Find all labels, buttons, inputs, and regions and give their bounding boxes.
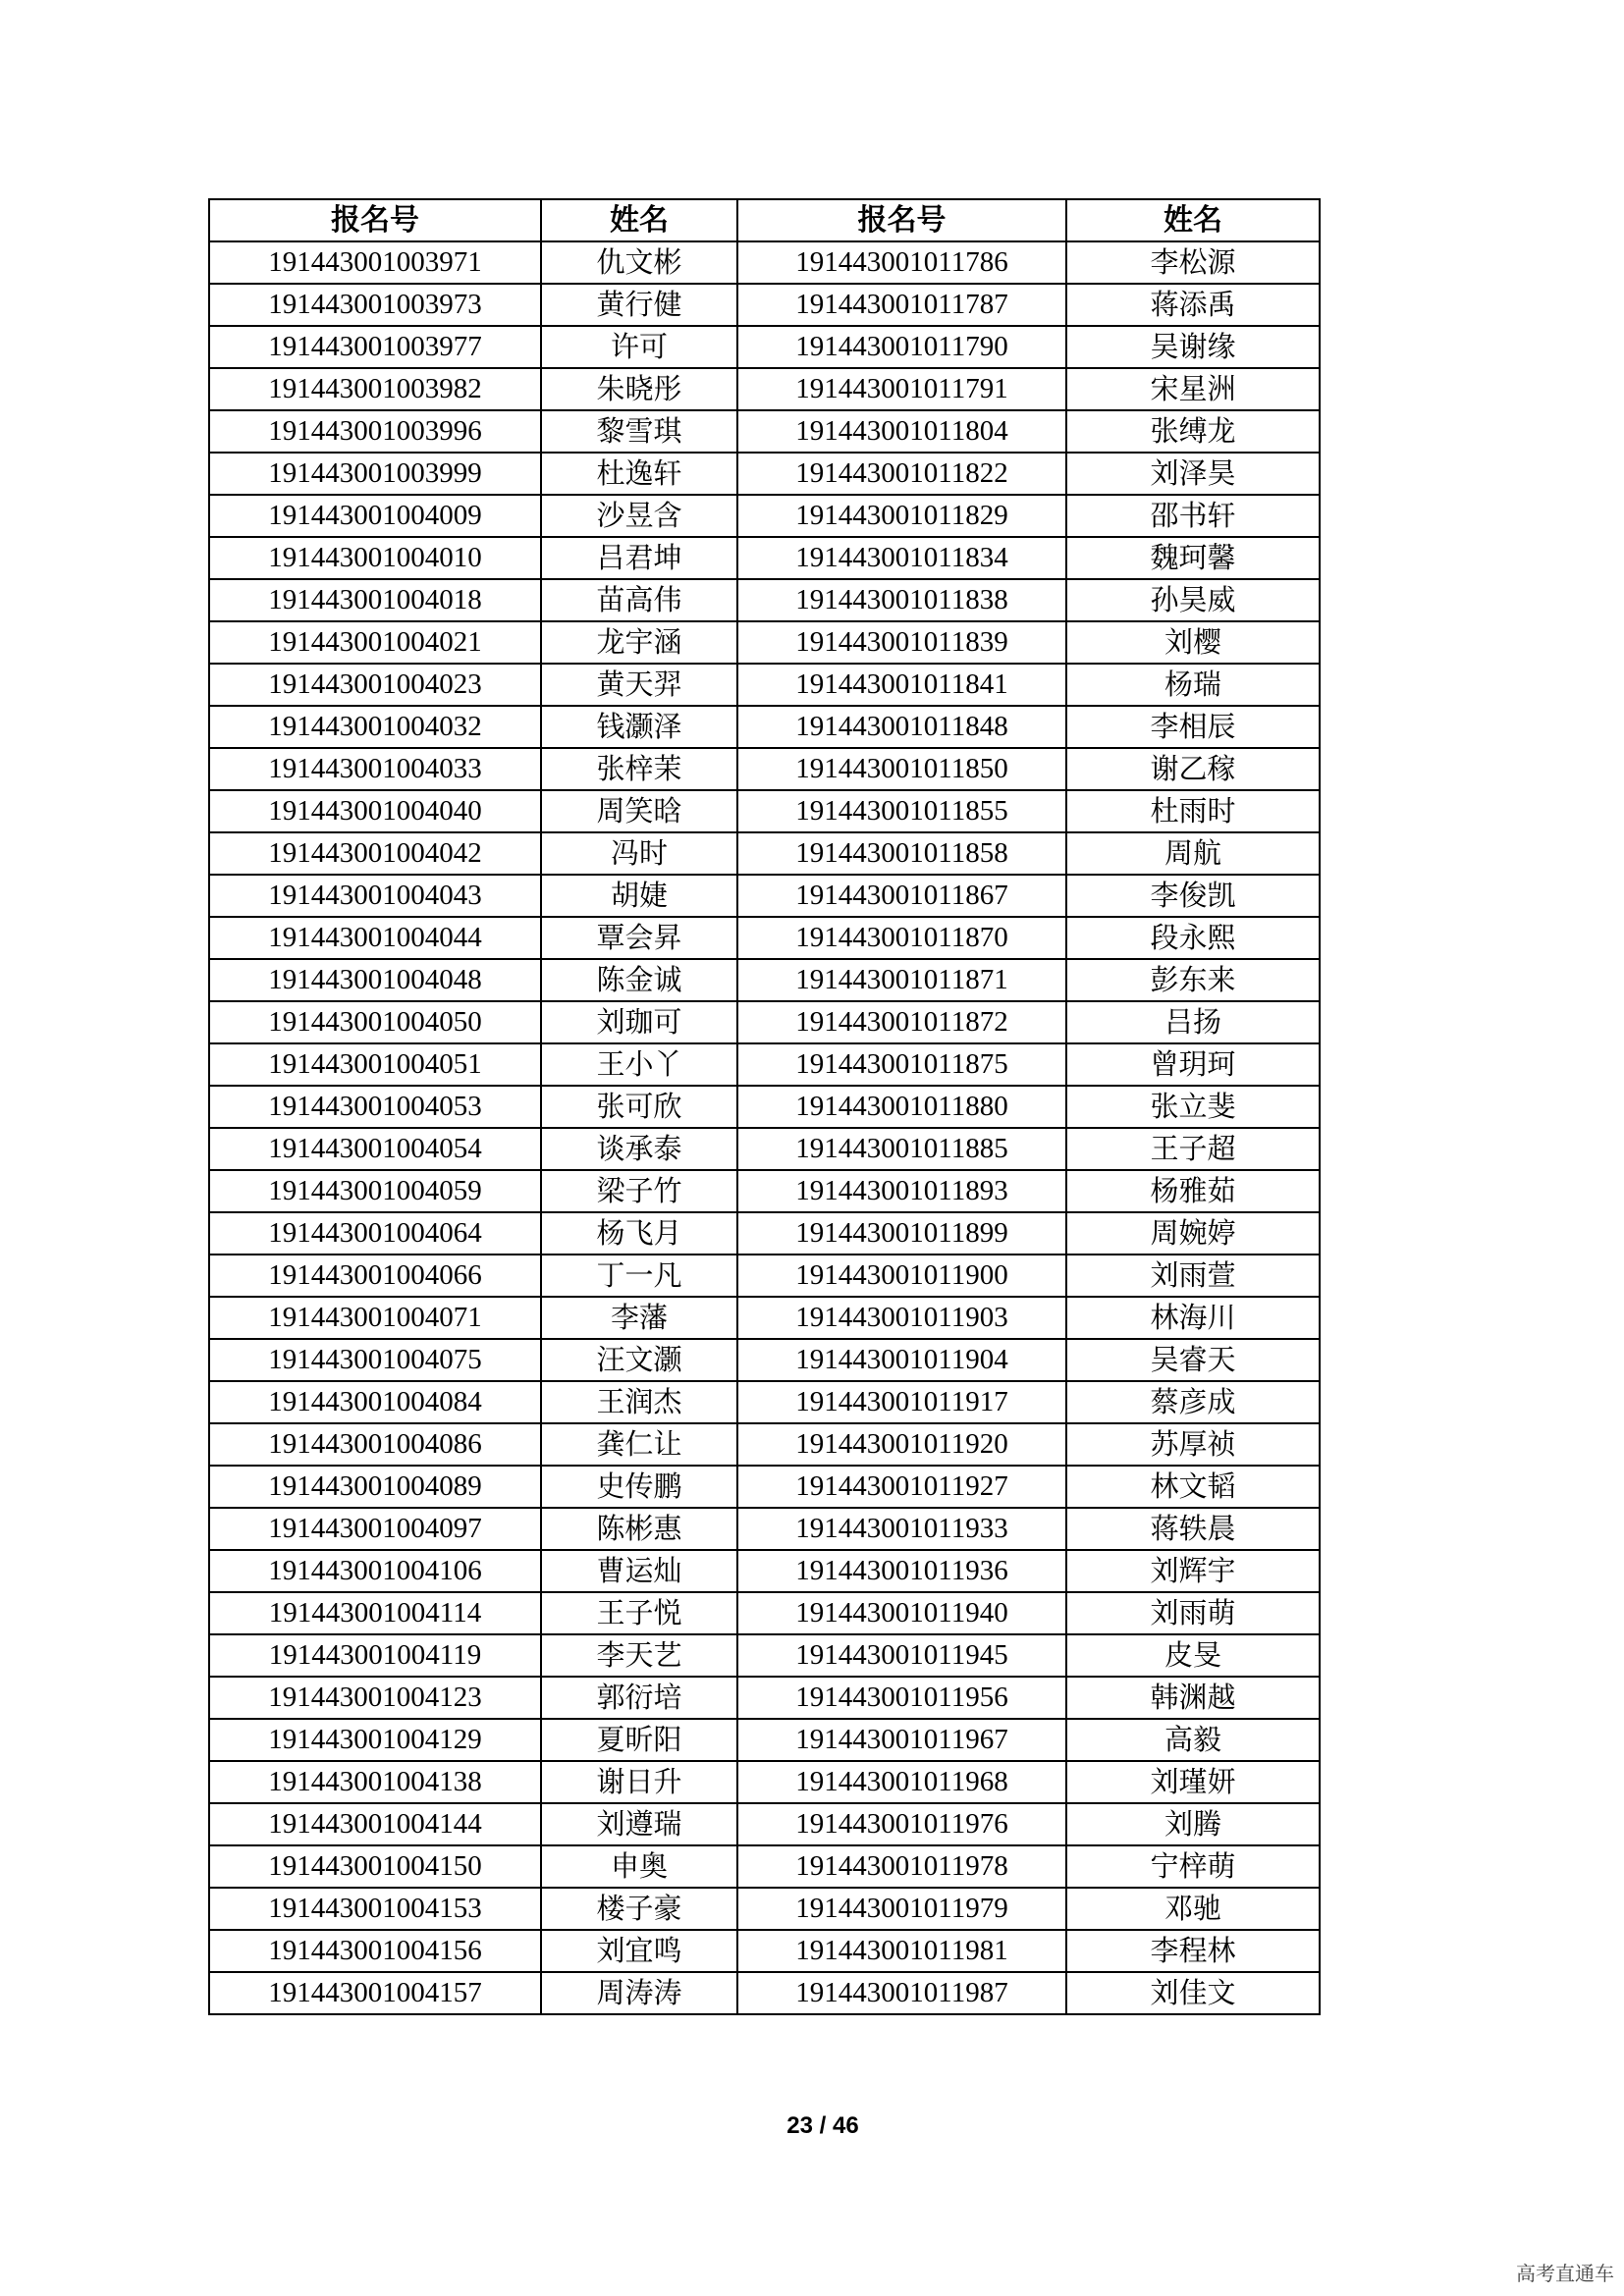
table-row xyxy=(209,1466,1320,1508)
table-row xyxy=(209,875,1320,917)
registration-number-cell: 191443001004156 xyxy=(209,1930,541,1972)
name-cell: 韩渊越 xyxy=(1066,1677,1320,1719)
registration-number-cell: 191443001011867 xyxy=(737,875,1066,917)
registration-number-cell: 191443001004106 xyxy=(209,1550,541,1592)
registration-number-cell: 191443001011875 xyxy=(737,1043,1066,1086)
table-row xyxy=(209,1001,1320,1043)
registration-number-cell: 191443001011834 xyxy=(737,537,1066,579)
registration-number-cell: 191443001011903 xyxy=(737,1297,1066,1339)
table-row xyxy=(209,706,1320,748)
table-row xyxy=(209,1255,1320,1297)
registration-number-cell: 191443001004138 xyxy=(209,1761,541,1803)
registration-number-cell: 191443001003982 xyxy=(209,368,541,410)
registration-number-cell: 191443001011880 xyxy=(737,1086,1066,1128)
name-cell: 谢乙稼 xyxy=(1066,748,1320,790)
table-row xyxy=(209,664,1320,706)
table-row xyxy=(209,621,1320,664)
name-cell: 吴睿天 xyxy=(1066,1339,1320,1381)
name-cell: 杜逸轩 xyxy=(541,453,737,495)
registration-number-cell: 191443001004021 xyxy=(209,621,541,664)
header-registration-number-1: 报名号 xyxy=(209,199,541,241)
registration-number-cell: 191443001011933 xyxy=(737,1508,1066,1550)
name-cell: 冯时 xyxy=(541,832,737,875)
table-row xyxy=(209,326,1320,368)
registration-number-cell: 191443001011945 xyxy=(737,1634,1066,1677)
name-cell: 蔡彦成 xyxy=(1066,1381,1320,1423)
name-cell: 谈承泰 xyxy=(541,1128,737,1170)
registration-number-cell: 191443001011829 xyxy=(737,495,1066,537)
name-cell: 谢日升 xyxy=(541,1761,737,1803)
table-row xyxy=(209,1086,1320,1128)
table-row xyxy=(209,832,1320,875)
name-cell: 刘雨萱 xyxy=(1066,1255,1320,1297)
name-cell: 胡婕 xyxy=(541,875,737,917)
name-cell: 皮旻 xyxy=(1066,1634,1320,1677)
name-cell: 蒋轶晨 xyxy=(1066,1508,1320,1550)
name-cell: 宁梓萌 xyxy=(1066,1845,1320,1888)
registration-number-cell: 191443001004053 xyxy=(209,1086,541,1128)
name-cell: 王子悦 xyxy=(541,1592,737,1634)
registration-number-cell: 191443001011841 xyxy=(737,664,1066,706)
name-cell: 李天艺 xyxy=(541,1634,737,1677)
name-cell: 段永熙 xyxy=(1066,917,1320,959)
header-name-1: 姓名 xyxy=(541,199,737,241)
name-cell: 覃会昇 xyxy=(541,917,737,959)
registration-number-cell: 191443001004123 xyxy=(209,1677,541,1719)
registration-number-cell: 191443001004089 xyxy=(209,1466,541,1508)
name-cell: 史传鹏 xyxy=(541,1466,737,1508)
name-cell: 丁一凡 xyxy=(541,1255,737,1297)
registration-number-cell: 191443001011936 xyxy=(737,1550,1066,1592)
name-cell: 邓驰 xyxy=(1066,1888,1320,1930)
table-row xyxy=(209,1719,1320,1761)
registration-number-cell: 191443001011839 xyxy=(737,621,1066,664)
name-cell: 沙昱含 xyxy=(541,495,737,537)
table-row xyxy=(209,1845,1320,1888)
name-cell: 周涛涛 xyxy=(541,1972,737,2014)
name-cell: 周婉婷 xyxy=(1066,1212,1320,1255)
table-row xyxy=(209,1423,1320,1466)
name-cell: 李相辰 xyxy=(1066,706,1320,748)
registration-number-cell: 191443001004042 xyxy=(209,832,541,875)
registration-number-cell: 191443001011850 xyxy=(737,748,1066,790)
registration-number-cell: 191443001011956 xyxy=(737,1677,1066,1719)
registration-number-cell: 191443001011791 xyxy=(737,368,1066,410)
registration-number-cell: 191443001004064 xyxy=(209,1212,541,1255)
name-cell: 郭衍培 xyxy=(541,1677,737,1719)
name-cell: 陈彬惠 xyxy=(541,1508,737,1550)
table-row xyxy=(209,1592,1320,1634)
registration-number-cell: 191443001004023 xyxy=(209,664,541,706)
name-cell: 黄行健 xyxy=(541,284,737,326)
table-row xyxy=(209,410,1320,453)
registration-number-cell: 191443001011968 xyxy=(737,1761,1066,1803)
name-cell: 魏珂馨 xyxy=(1066,537,1320,579)
registration-number-cell: 191443001004144 xyxy=(209,1803,541,1845)
name-cell: 吕君坤 xyxy=(541,537,737,579)
registration-number-cell: 191443001011981 xyxy=(737,1930,1066,1972)
table-row xyxy=(209,368,1320,410)
registration-number-cell: 191443001004050 xyxy=(209,1001,541,1043)
registration-number-cell: 191443001004051 xyxy=(209,1043,541,1086)
table-row xyxy=(209,1043,1320,1086)
table-row xyxy=(209,1212,1320,1255)
name-cell: 李藩 xyxy=(541,1297,737,1339)
name-cell: 吴谢缘 xyxy=(1066,326,1320,368)
registration-number-cell: 191443001011858 xyxy=(737,832,1066,875)
table-row xyxy=(209,1550,1320,1592)
registration-number-cell: 191443001003977 xyxy=(209,326,541,368)
name-cell: 周笑晗 xyxy=(541,790,737,832)
roster-table xyxy=(208,198,1321,2015)
registration-number-cell: 191443001004150 xyxy=(209,1845,541,1888)
registration-number-cell: 191443001011848 xyxy=(737,706,1066,748)
registration-number-cell: 191443001011893 xyxy=(737,1170,1066,1212)
registration-number-cell: 191443001004032 xyxy=(209,706,541,748)
name-cell: 张可欣 xyxy=(541,1086,737,1128)
header-registration-number-2: 报名号 xyxy=(737,199,1066,241)
name-cell: 李松源 xyxy=(1066,241,1320,284)
table-row xyxy=(209,579,1320,621)
name-cell: 曹运灿 xyxy=(541,1550,737,1592)
table-body xyxy=(209,241,1320,2014)
page-number: 23 / 46 xyxy=(786,2112,859,2139)
registration-number-cell: 191443001011787 xyxy=(737,284,1066,326)
name-cell: 刘宜鸣 xyxy=(541,1930,737,1972)
name-cell: 钱灏泽 xyxy=(541,706,737,748)
registration-number-cell: 191443001011838 xyxy=(737,579,1066,621)
table-row xyxy=(209,917,1320,959)
registration-number-cell: 191443001011967 xyxy=(737,1719,1066,1761)
registration-number-cell: 191443001011904 xyxy=(737,1339,1066,1381)
name-cell: 张梓茉 xyxy=(541,748,737,790)
registration-number-cell: 191443001011870 xyxy=(737,917,1066,959)
registration-number-cell: 191443001011855 xyxy=(737,790,1066,832)
registration-number-cell: 191443001011790 xyxy=(737,326,1066,368)
registration-number-cell: 191443001004084 xyxy=(209,1381,541,1423)
registration-number-cell: 191443001004044 xyxy=(209,917,541,959)
name-cell: 刘雨萌 xyxy=(1066,1592,1320,1634)
registration-number-cell: 191443001004040 xyxy=(209,790,541,832)
registration-number-cell: 191443001011976 xyxy=(737,1803,1066,1845)
header-name-2: 姓名 xyxy=(1066,199,1320,241)
table-row xyxy=(209,1508,1320,1550)
name-cell: 王小丫 xyxy=(541,1043,737,1086)
name-cell: 杨雅茹 xyxy=(1066,1170,1320,1212)
table-row xyxy=(209,1381,1320,1423)
name-cell: 周航 xyxy=(1066,832,1320,875)
table-row xyxy=(209,537,1320,579)
registration-number-cell: 191443001004086 xyxy=(209,1423,541,1466)
registration-number-cell: 191443001011786 xyxy=(737,241,1066,284)
name-cell: 夏昕阳 xyxy=(541,1719,737,1761)
name-cell: 刘瑾妍 xyxy=(1066,1761,1320,1803)
name-cell: 孙昊威 xyxy=(1066,579,1320,621)
name-cell: 李程林 xyxy=(1066,1930,1320,1972)
registration-number-cell: 191443001004129 xyxy=(209,1719,541,1761)
registration-number-cell: 191443001011920 xyxy=(737,1423,1066,1466)
name-cell: 朱晓彤 xyxy=(541,368,737,410)
name-cell: 杨飞月 xyxy=(541,1212,737,1255)
registration-number-cell: 191443001004119 xyxy=(209,1634,541,1677)
registration-number-cell: 191443001004153 xyxy=(209,1888,541,1930)
name-cell: 杨瑞 xyxy=(1066,664,1320,706)
name-cell: 林海川 xyxy=(1066,1297,1320,1339)
table-row xyxy=(209,1128,1320,1170)
table-row xyxy=(209,1761,1320,1803)
registration-number-cell: 191443001004009 xyxy=(209,495,541,537)
name-cell: 林文韬 xyxy=(1066,1466,1320,1508)
registration-number-cell: 191443001003973 xyxy=(209,284,541,326)
name-cell: 陈金诚 xyxy=(541,959,737,1001)
table-row xyxy=(209,1170,1320,1212)
name-cell: 张缚龙 xyxy=(1066,410,1320,453)
registration-number-cell: 191443001011822 xyxy=(737,453,1066,495)
registration-number-cell: 191443001011899 xyxy=(737,1212,1066,1255)
table-row xyxy=(209,1634,1320,1677)
table-row xyxy=(209,453,1320,495)
registration-number-cell: 191443001004059 xyxy=(209,1170,541,1212)
name-cell: 黄天羿 xyxy=(541,664,737,706)
registration-number-cell: 191443001011978 xyxy=(737,1845,1066,1888)
name-cell: 刘腾 xyxy=(1066,1803,1320,1845)
table-row xyxy=(209,284,1320,326)
name-cell: 王子超 xyxy=(1066,1128,1320,1170)
registration-number-cell: 191443001004075 xyxy=(209,1339,541,1381)
name-cell: 黎雪琪 xyxy=(541,410,737,453)
name-cell: 龙宇涵 xyxy=(541,621,737,664)
name-cell: 梁子竹 xyxy=(541,1170,737,1212)
name-cell: 邵书轩 xyxy=(1066,495,1320,537)
table-row xyxy=(209,1803,1320,1845)
name-cell: 许可 xyxy=(541,326,737,368)
table-row xyxy=(209,241,1320,284)
registration-number-cell: 191443001004157 xyxy=(209,1972,541,2014)
table-row xyxy=(209,1888,1320,1930)
name-cell: 刘佳文 xyxy=(1066,1972,1320,2014)
name-cell: 高毅 xyxy=(1066,1719,1320,1761)
registration-number-cell: 191443001004048 xyxy=(209,959,541,1001)
registration-number-cell: 191443001004097 xyxy=(209,1508,541,1550)
name-cell: 刘珈可 xyxy=(541,1001,737,1043)
name-cell: 宋星洲 xyxy=(1066,368,1320,410)
name-cell: 王润杰 xyxy=(541,1381,737,1423)
name-cell: 张立斐 xyxy=(1066,1086,1320,1128)
name-cell: 杜雨时 xyxy=(1066,790,1320,832)
registration-number-cell: 191443001004066 xyxy=(209,1255,541,1297)
registration-number-cell: 191443001011885 xyxy=(737,1128,1066,1170)
table-row xyxy=(209,495,1320,537)
registration-number-cell: 191443001003999 xyxy=(209,453,541,495)
registration-number-cell: 191443001011872 xyxy=(737,1001,1066,1043)
registration-number-cell: 191443001011940 xyxy=(737,1592,1066,1634)
registration-number-cell: 191443001004018 xyxy=(209,579,541,621)
table-row xyxy=(209,1972,1320,2014)
registration-number-cell: 191443001011979 xyxy=(737,1888,1066,1930)
registration-number-cell: 191443001011900 xyxy=(737,1255,1066,1297)
name-cell: 曾玥珂 xyxy=(1066,1043,1320,1086)
name-cell: 苗高伟 xyxy=(541,579,737,621)
registration-number-cell: 191443001011804 xyxy=(737,410,1066,453)
registration-number-cell: 191443001004071 xyxy=(209,1297,541,1339)
registration-number-cell: 191443001004010 xyxy=(209,537,541,579)
table-header-row xyxy=(209,199,1320,241)
table-row xyxy=(209,748,1320,790)
registration-number-cell: 191443001003996 xyxy=(209,410,541,453)
name-cell: 蒋添禹 xyxy=(1066,284,1320,326)
table-row xyxy=(209,959,1320,1001)
name-cell: 龚仁让 xyxy=(541,1423,737,1466)
table-row xyxy=(209,1297,1320,1339)
table-row xyxy=(209,1930,1320,1972)
watermark-text: 高考直通车 xyxy=(1516,2262,1614,2285)
name-cell: 仇文彬 xyxy=(541,241,737,284)
name-cell: 刘遵瑞 xyxy=(541,1803,737,1845)
registration-number-cell: 191443001004043 xyxy=(209,875,541,917)
registration-number-cell: 191443001004054 xyxy=(209,1128,541,1170)
name-cell: 刘辉宇 xyxy=(1066,1550,1320,1592)
name-cell: 吕扬 xyxy=(1066,1001,1320,1043)
table-row xyxy=(209,1677,1320,1719)
table-row xyxy=(209,790,1320,832)
registration-number-cell: 191443001011917 xyxy=(737,1381,1066,1423)
registration-number-cell: 191443001011871 xyxy=(737,959,1066,1001)
registration-number-cell: 191443001011927 xyxy=(737,1466,1066,1508)
name-cell: 汪文灏 xyxy=(541,1339,737,1381)
registration-number-cell: 191443001003971 xyxy=(209,241,541,284)
name-cell: 楼子豪 xyxy=(541,1888,737,1930)
name-cell: 申奥 xyxy=(541,1845,737,1888)
name-cell: 苏厚祯 xyxy=(1066,1423,1320,1466)
name-cell: 李俊凯 xyxy=(1066,875,1320,917)
registration-number-cell: 191443001004114 xyxy=(209,1592,541,1634)
name-cell: 刘泽昊 xyxy=(1066,453,1320,495)
registration-number-cell: 191443001004033 xyxy=(209,748,541,790)
name-cell: 彭东来 xyxy=(1066,959,1320,1001)
registration-number-cell: 191443001011987 xyxy=(737,1972,1066,2014)
name-cell: 刘樱 xyxy=(1066,621,1320,664)
table-row xyxy=(209,1339,1320,1381)
